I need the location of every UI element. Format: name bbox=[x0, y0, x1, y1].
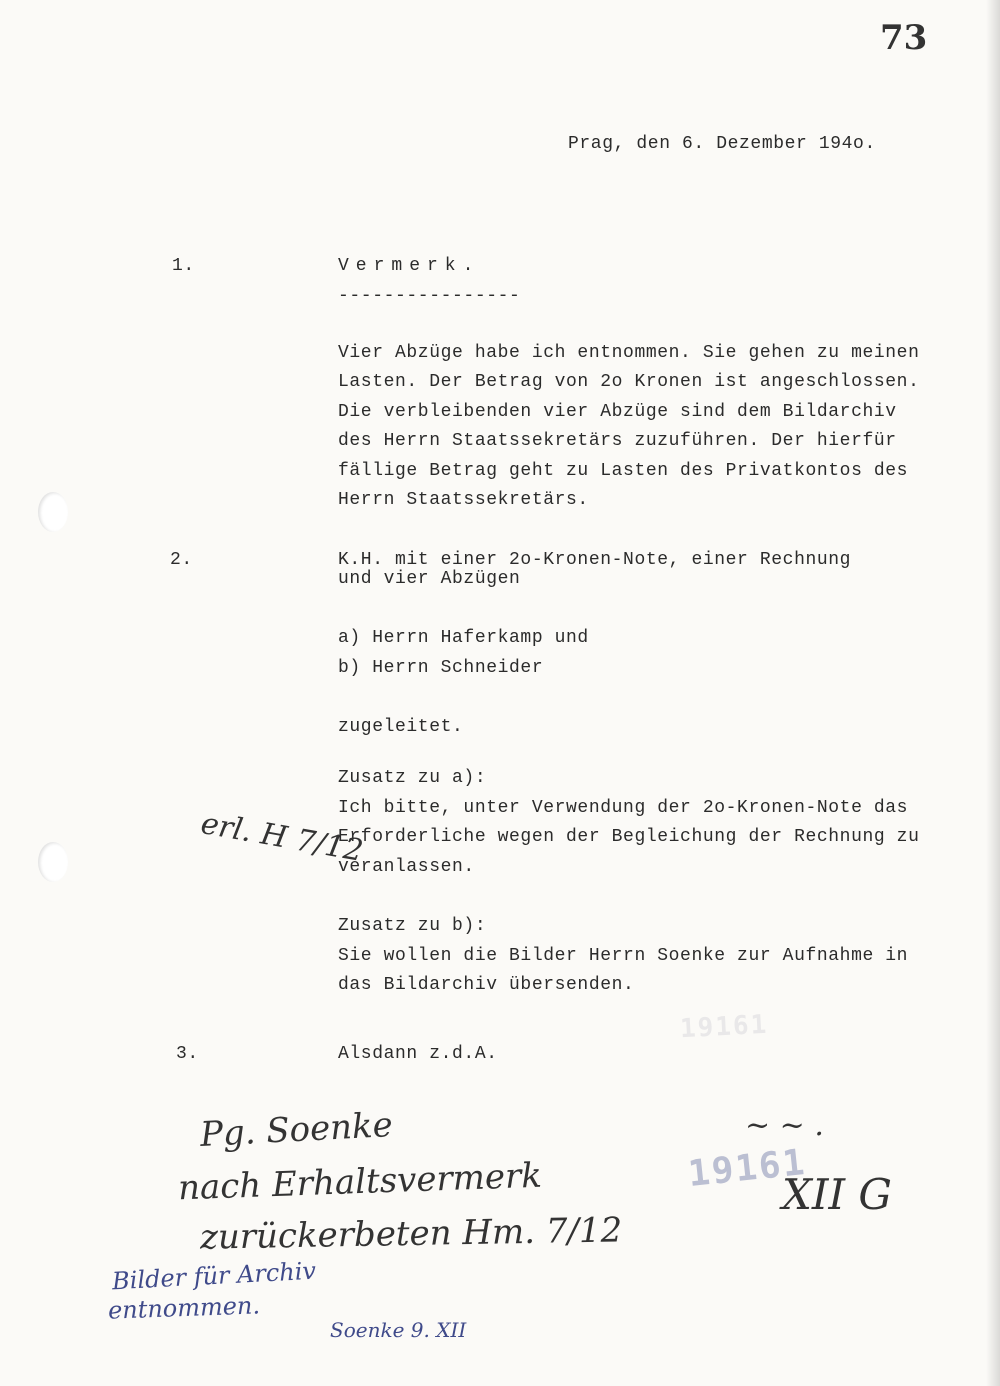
punch-hole-upper bbox=[38, 492, 68, 532]
forwarded-note: zugeleitet. bbox=[338, 717, 464, 737]
section-1-title-underline: ---------------- bbox=[338, 286, 521, 306]
receipt-stamp: 19161 bbox=[686, 1141, 809, 1196]
handwritten-line: Pg. Soenke bbox=[199, 1104, 394, 1156]
body-line: Vier Abzüge habe ich entnommen. Sie gehen zu meinen bbox=[338, 343, 920, 363]
section-3-text: Alsdann z.d.A. bbox=[338, 1044, 498, 1064]
recipient-b: b) Herrn Schneider bbox=[338, 658, 544, 678]
body-line: fällige Betrag geht zu Lasten des Privatkontos des bbox=[338, 461, 909, 481]
body-line: Die verbleibenden vier Abzüge sind dem Bildarchiv bbox=[338, 402, 897, 422]
handwritten-margin-note: erl. H 7/12 bbox=[198, 806, 366, 869]
handwritten-line: entnommen. bbox=[107, 1291, 261, 1325]
body-line: Erforderliche wegen der Begleichung der Rechnung zu bbox=[338, 827, 920, 847]
handwritten-line: Bilder für Archiv bbox=[111, 1256, 317, 1296]
section-1-number: 1. bbox=[172, 256, 195, 276]
body-line: des Herrn Staatssekretärs zuzuführen. Der hierfür bbox=[338, 431, 897, 451]
paper-edge-shadow bbox=[986, 0, 1000, 1386]
faint-stamp-mark: 19161 bbox=[679, 1009, 770, 1045]
body-line: K.H. mit einer 2o-Kronen-Note, einer Rechnung bbox=[338, 550, 852, 570]
body-line: das Bildarchiv übersenden. bbox=[338, 975, 635, 995]
handwritten-line: nach Erhaltsvermerk bbox=[177, 1155, 543, 1209]
punch-hole-lower bbox=[38, 842, 68, 882]
body-line: und vier Abzügen bbox=[338, 569, 521, 589]
handwritten-line: Soenke 9. XII bbox=[330, 1318, 467, 1342]
body-line: Ich bitte, unter Verwendung der 2o-Kronen-Note das bbox=[338, 798, 909, 818]
office-mark: XII G bbox=[782, 1170, 892, 1219]
body-line: veranlassen. bbox=[338, 857, 475, 877]
signature-mark: ~ ~ . bbox=[745, 1108, 824, 1143]
addendum-b-heading: Zusatz zu b): bbox=[338, 916, 487, 936]
body-line: Lasten. Der Betrag von 2o Kronen ist angeschlossen. bbox=[338, 372, 920, 392]
section-1-title: Vermerk. bbox=[338, 256, 481, 276]
addendum-a-heading: Zusatz zu a): bbox=[338, 768, 487, 788]
recipient-a: a) Herrn Haferkamp und bbox=[338, 628, 589, 648]
section-3-number: 3. bbox=[176, 1044, 199, 1064]
page-number: 73 bbox=[880, 18, 928, 58]
handwritten-line: zurückerbeten Hm. 7/12 bbox=[199, 1210, 623, 1258]
place-date: Prag, den 6. Dezember 194o. bbox=[568, 134, 876, 154]
body-line: Sie wollen die Bilder Herrn Soenke zur Aufnahme in bbox=[338, 946, 909, 966]
section-2-number: 2. bbox=[170, 550, 193, 570]
body-line: Herrn Staatssekretärs. bbox=[338, 490, 589, 510]
